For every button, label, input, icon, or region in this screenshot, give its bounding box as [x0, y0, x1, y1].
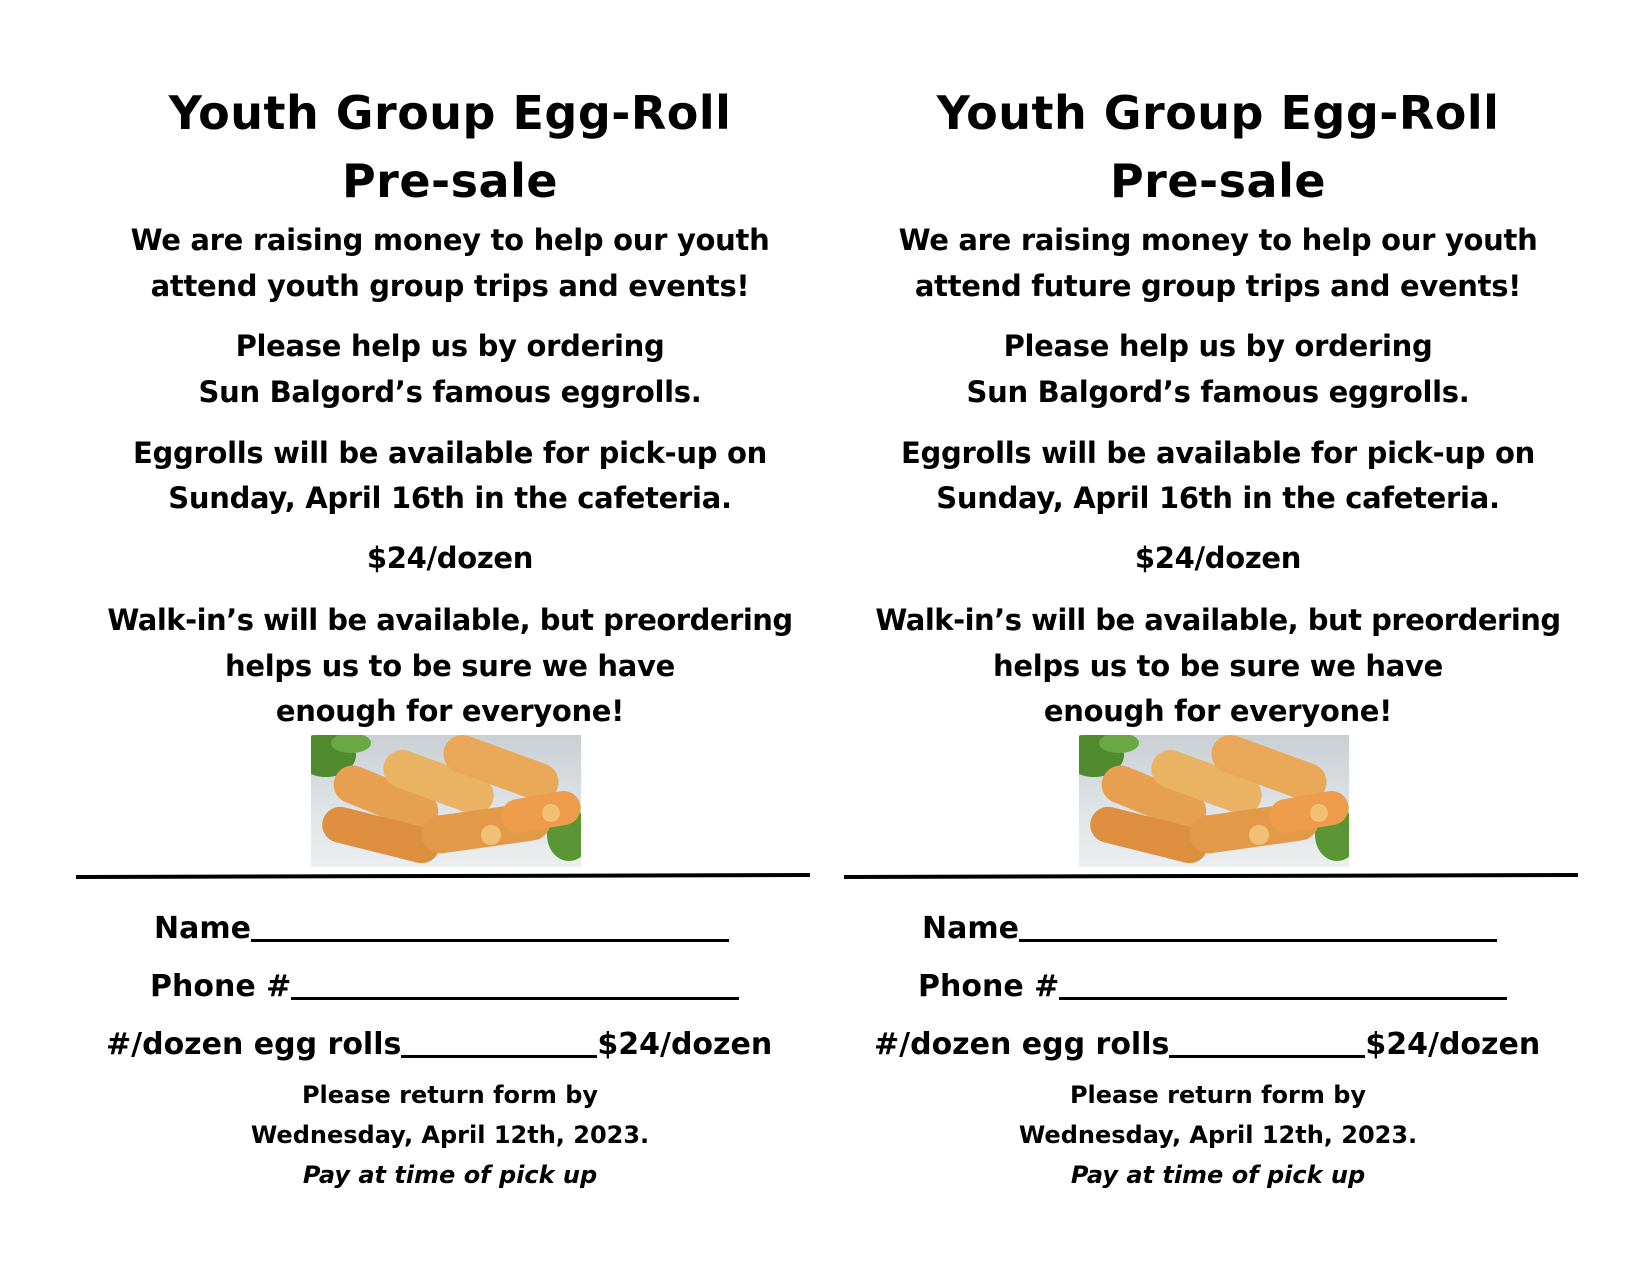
- walkin-line3: enough for everyone!: [275, 694, 625, 728]
- price-text: $24/dozen: [1134, 541, 1302, 575]
- flyer-title-line2: Pre-sale: [1109, 154, 1327, 208]
- return-line2: Wednesday, April 12th, 2023.: [250, 1121, 650, 1149]
- pickup-line1: Eggrolls will be available for pick-up on: [901, 436, 1535, 470]
- cut-line-divider: [76, 873, 810, 879]
- flyer-title-line1: Youth Group Egg-Roll: [936, 86, 1500, 140]
- name-blank-line[interactable]: [1019, 939, 1497, 942]
- walkin-line1: Walk-in’s will be available, but preordering: [875, 603, 1561, 637]
- pickup-line2: Sunday, April 16th in the cafeteria.: [168, 481, 732, 515]
- phone-field-row[interactable]: [918, 966, 1507, 1002]
- quantity-label: #/dozen egg rolls: [106, 1027, 402, 1062]
- eggroll-illustration: [1079, 735, 1349, 867]
- cut-line-divider: [844, 873, 1578, 879]
- eggroll-photo: [311, 735, 581, 867]
- walkin-line2: helps us to be sure we have: [993, 649, 1443, 683]
- quantity-price: $24/dozen: [1365, 1027, 1541, 1062]
- walkin-line2: helps us to be sure we have: [225, 649, 675, 683]
- name-field-row[interactable]: [154, 908, 729, 944]
- name-label: Name: [922, 911, 1019, 946]
- mission-line2: attend youth group trips and events!: [150, 269, 750, 303]
- flyer-left: [70, 0, 830, 1275]
- name-blank-line[interactable]: [251, 939, 729, 942]
- walkin-line3: enough for everyone!: [1043, 694, 1393, 728]
- mission-line2: attend future group trips and events!: [914, 269, 1522, 303]
- help-line1: Please help us by ordering: [235, 329, 665, 363]
- flyer-title-line2: Pre-sale: [341, 154, 559, 208]
- phone-label: Phone #: [918, 969, 1060, 1004]
- eggroll-illustration: [311, 735, 581, 867]
- quantity-field-row[interactable]: [874, 1024, 1540, 1060]
- pickup-line2: Sunday, April 16th in the cafeteria.: [936, 481, 1500, 515]
- pay-note: Pay at time of pick up: [1070, 1161, 1366, 1189]
- return-line2: Wednesday, April 12th, 2023.: [1018, 1121, 1418, 1149]
- phone-blank-line[interactable]: [291, 997, 739, 1000]
- eggroll-photo: [1079, 735, 1349, 867]
- flyer-title-line1: Youth Group Egg-Roll: [168, 86, 732, 140]
- name-label: Name: [154, 911, 251, 946]
- mission-line1: We are raising money to help our youth: [898, 223, 1538, 257]
- flyer-right: [838, 0, 1598, 1275]
- pickup-line1: Eggrolls will be available for pick-up on: [133, 436, 767, 470]
- return-line1: Please return form by: [301, 1081, 599, 1109]
- walkin-line1: Walk-in’s will be available, but preordering: [107, 603, 793, 637]
- quantity-price: $24/dozen: [597, 1027, 773, 1062]
- name-field-row[interactable]: [922, 908, 1497, 944]
- quantity-blank-line[interactable]: [401, 1055, 597, 1058]
- quantity-blank-line[interactable]: [1169, 1055, 1365, 1058]
- mission-line1: We are raising money to help our youth: [130, 223, 770, 257]
- return-line1: Please return form by: [1069, 1081, 1367, 1109]
- phone-blank-line[interactable]: [1059, 997, 1507, 1000]
- help-line2: Sun Balgord’s famous eggrolls.: [198, 375, 702, 409]
- quantity-label: #/dozen egg rolls: [874, 1027, 1170, 1062]
- price-text: $24/dozen: [366, 541, 534, 575]
- quantity-field-row[interactable]: [106, 1024, 772, 1060]
- help-line1: Please help us by ordering: [1003, 329, 1433, 363]
- help-line2: Sun Balgord’s famous eggrolls.: [966, 375, 1470, 409]
- phone-field-row[interactable]: [150, 966, 739, 1002]
- pay-note: Pay at time of pick up: [302, 1161, 598, 1189]
- phone-label: Phone #: [150, 969, 292, 1004]
